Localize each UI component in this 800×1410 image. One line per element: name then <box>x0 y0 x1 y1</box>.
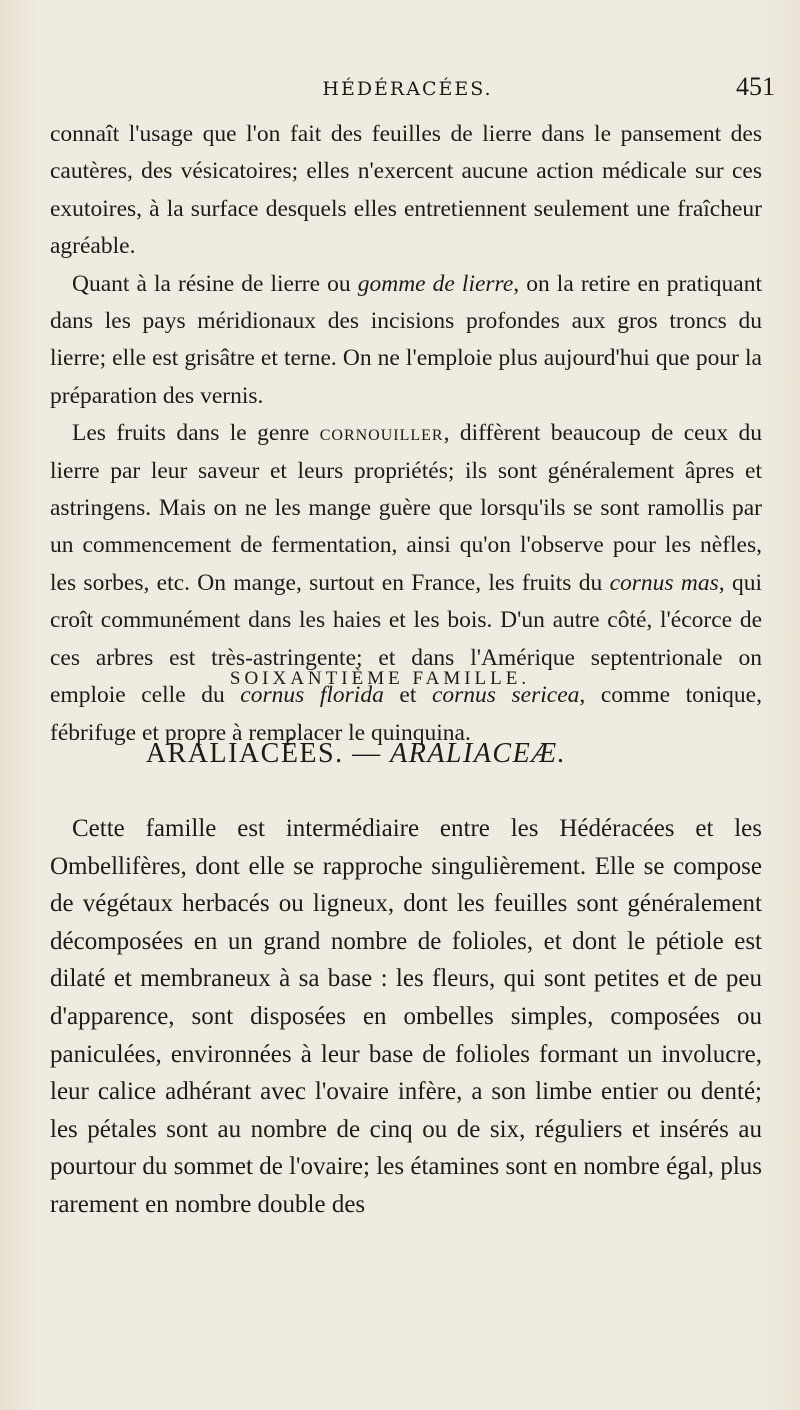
paragraph3-italic-b: cornus florida <box>240 682 384 709</box>
main-text-block <box>50 116 762 752</box>
paragraph3-italic-a: cornus mas <box>609 569 719 596</box>
paragraph3-text-c: , qui croît communément dans les haies et les bois. D'un autre côté, l'écorce de ces arbres est très-astringente; et dans l'Amérique septentrionale on emploie celle du <box>50 569 762 709</box>
paragraph2-text-a: Quant à la résine de lierre ou <box>72 270 358 297</box>
paragraph3-text-a: Les fruits dans le genre <box>72 420 320 447</box>
paragraph-resin <box>50 266 762 416</box>
paragraph3-text-e: , comme tonique, fébrifuge et propre à remplacer le quinquina. <box>50 682 762 746</box>
running-head: HÉDÉRACÉES. <box>322 78 493 100</box>
paragraph1-text: connaît l'usage que l'on fait des feuilles de lierre dans le pansement des cautères, des vésicatoires; elles n'exercent aucune action médicale sur ces exutoires, à la surface desquels elles entretiennent seulement une fraîcheur agréable. <box>50 121 762 260</box>
family-title-roman: ARALIACÉES. — <box>145 738 391 769</box>
family-description-block <box>50 810 762 1224</box>
family-title-italic: ARALIACEÆ. <box>390 738 567 769</box>
family-label: SOIXANTIÈME FAMILLE. <box>229 668 531 689</box>
paragraph-family-description: Cette famille est intermédiaire entre les Hédéracées et les Ombellifères, dont elle se rapproche singulièrement. Elle se compose de végétaux herbacés ou ligneux, dont les feuilles sont généralement décomposées en un grand nombre de folioles, et dont le pétiole est dilaté et membraneux à sa base : les fleurs, qui sont petites et de peu d'apparence, sont disposées en ombelles simples, composées ou paniculées, environnées à leur base de folioles formant un involucre, leur calice adhérant avec l'ovaire infère, a son limbe entier ou denté; les pétales sont au nombre de cinq ou de six, réguliers et insérés au pourtour du sommet de l'ovaire; les étamines sont en nombre égal, plus rarement en nombre double des <box>50 815 762 1218</box>
paragraph-fruits <box>50 415 762 752</box>
paragraph3-italic-c: cornus sericea <box>431 682 580 709</box>
page-header <box>40 72 775 118</box>
family-title <box>0 738 712 770</box>
paragraph3-text-d: et <box>383 682 432 709</box>
page-number: 451 <box>736 72 775 101</box>
paragraph2-italic: gomme de lierre <box>357 270 514 297</box>
paragraph2-text-b: , on la retire en pratiquant dans les pays méridionaux des incisions profondes aux gros troncs du lierre; elle est grisâtre et terne. On ne l'emploie plus aujourd'hui que pour la préparation des vernis. <box>50 270 763 409</box>
paragraph-continuation <box>50 116 762 266</box>
paragraph3-text-b: , diffèrent beaucoup de ceux du lierre par leur saveur et leurs propriétés; ils sont généralement âpres et astringens. Mais on ne les mange guère que lorsqu'ils se sont ramollis par un commencement de fermentation, ainsi qu'on l'observe pour les nèfles, les sorbes, etc. On mange, surtout en France, les fruits du <box>50 420 762 596</box>
paragraph3-smallcaps: cornouiller <box>319 420 444 447</box>
